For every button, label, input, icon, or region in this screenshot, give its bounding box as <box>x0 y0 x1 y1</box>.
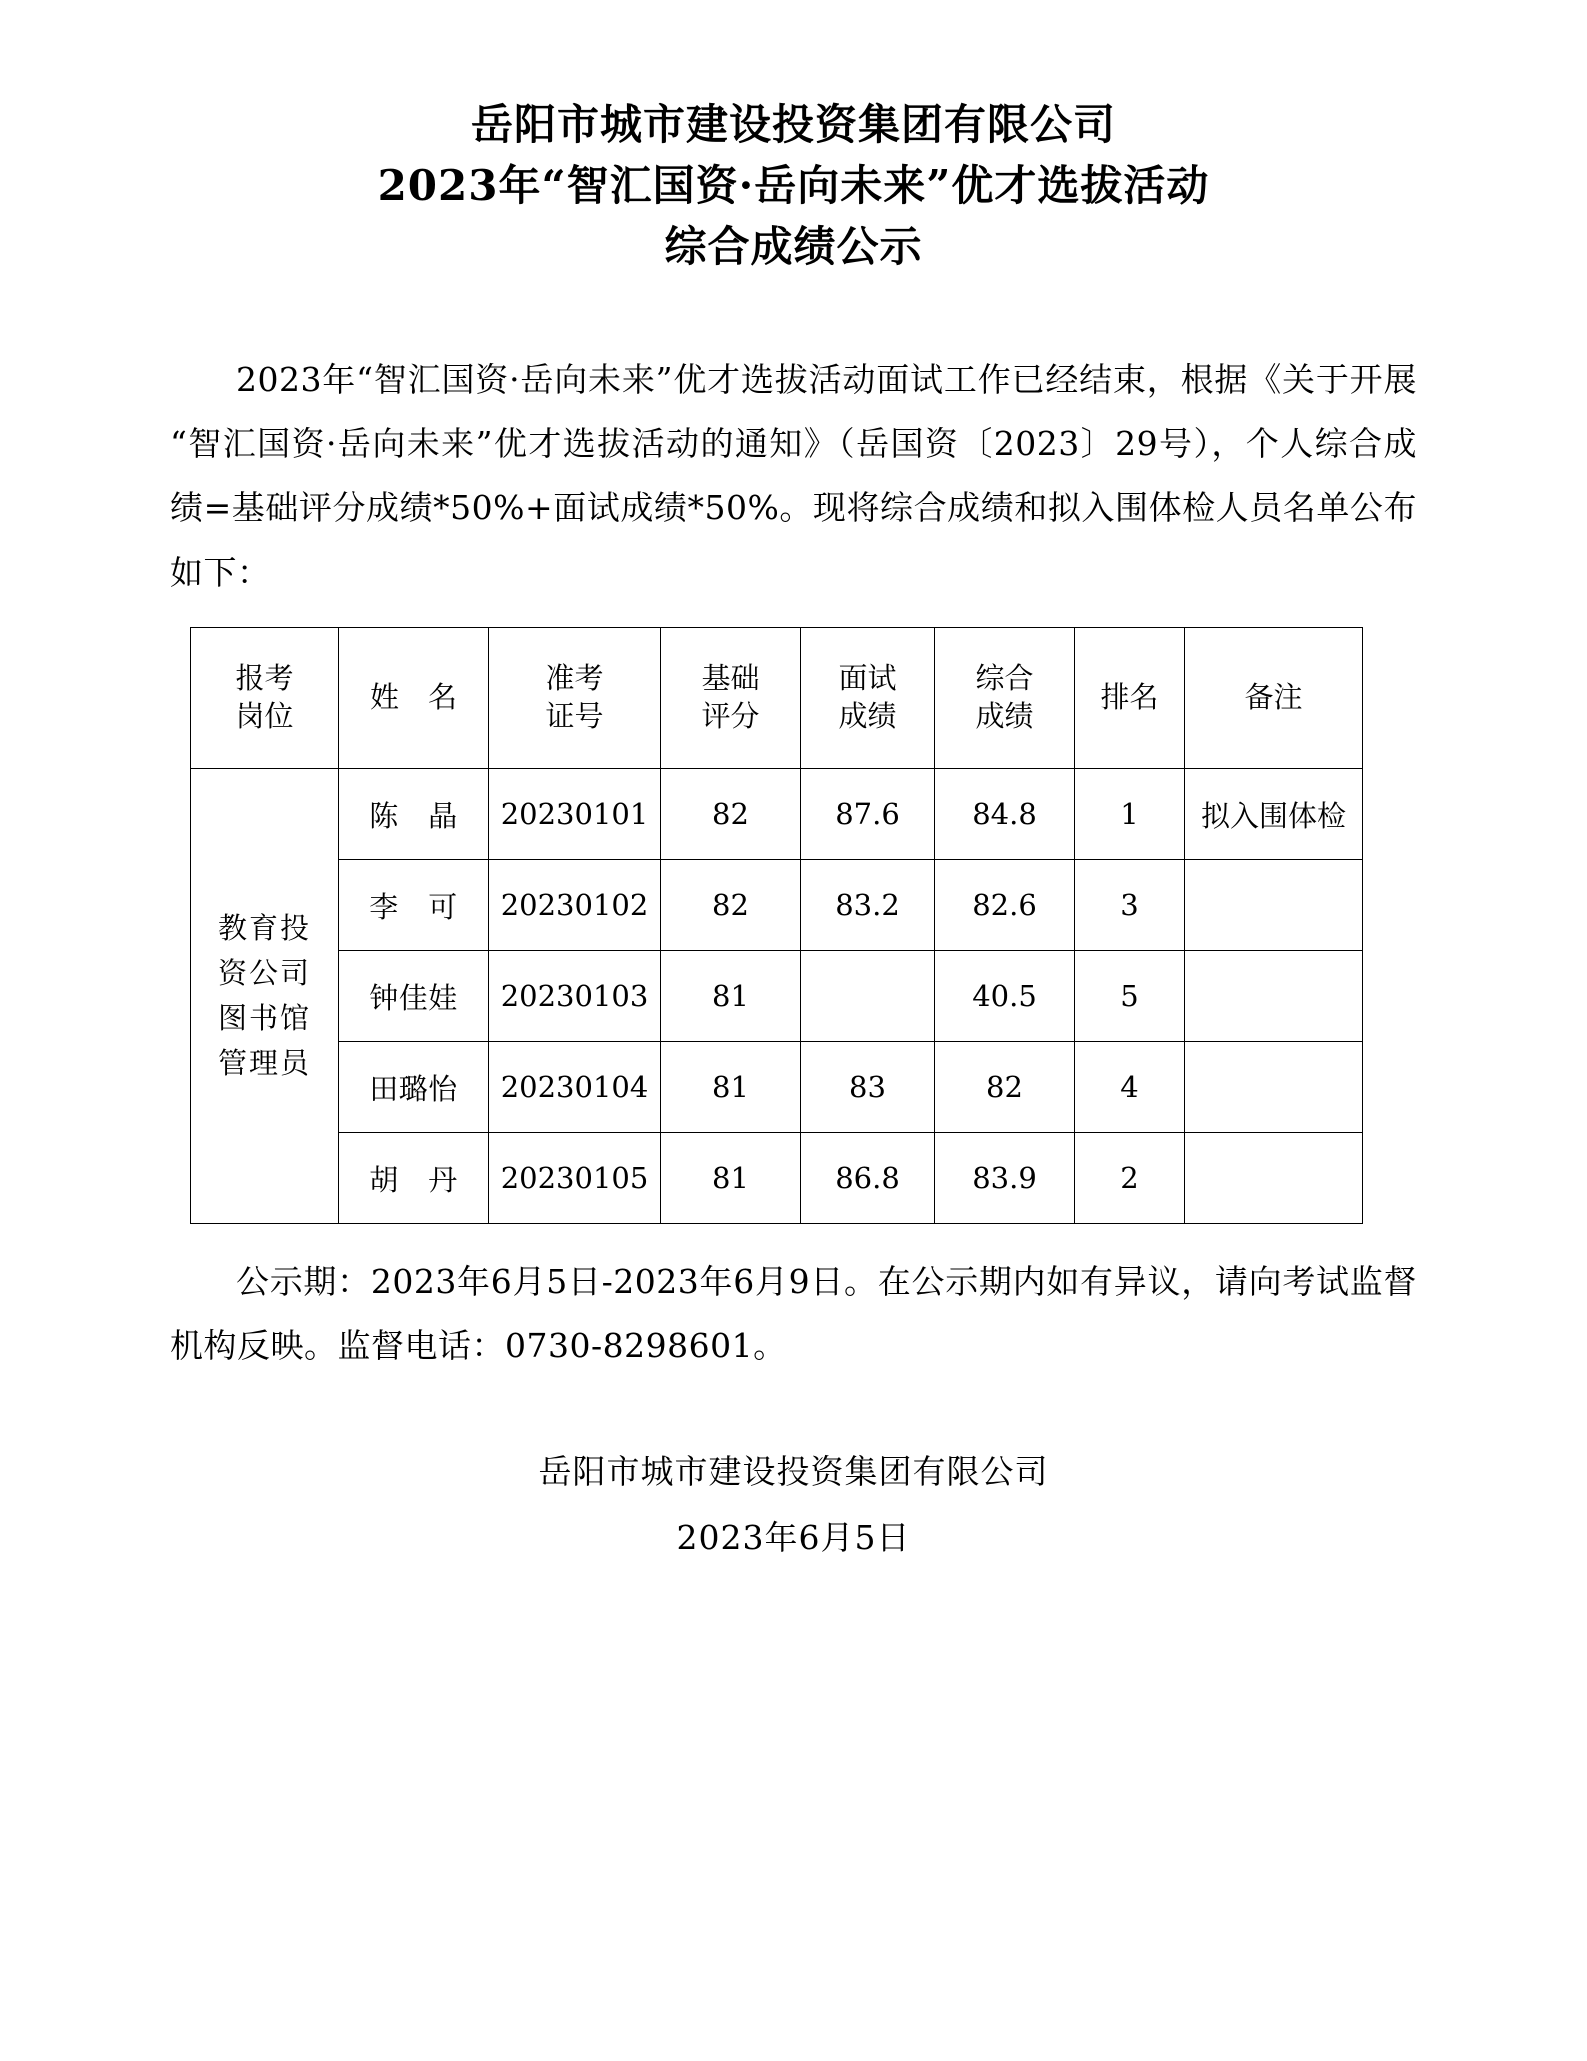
intro-paragraph: 2023年“智汇国资·岳向未来”优才选拔活动面试工作已经结束，根据《关于开展“智汇国资·岳向未来”优才选拔活动的通知》（岳国资〔2023〕29号），个人综合成绩=基础评分成绩*50%+面试成绩*50%。现将综合成绩和拟入围体检人员名单公布如下： <box>170 359 1417 592</box>
cell-base: 81 <box>661 951 801 1042</box>
cell-name: 陈 晶 <box>339 769 489 860</box>
cell-ticket: 20230105 <box>489 1133 661 1224</box>
cell-base: 81 <box>661 1133 801 1224</box>
post-group-cell: 教育投 资公司 图书馆 管理员 <box>191 769 339 1224</box>
cell-ticket: 20230103 <box>489 951 661 1042</box>
cell-base: 81 <box>661 1042 801 1133</box>
cell-interview: 86.8 <box>801 1133 935 1224</box>
cell-total: 84.8 <box>935 769 1075 860</box>
cell-rank: 5 <box>1075 951 1185 1042</box>
table-row <box>191 1042 1363 1133</box>
table-row <box>191 951 1363 1042</box>
cell-name: 李 可 <box>339 860 489 951</box>
header-interview-score: 面试 成绩 <box>801 628 935 769</box>
scores-table <box>190 627 1363 1224</box>
cell-remark <box>1185 1042 1363 1133</box>
cell-total: 83.9 <box>935 1133 1075 1224</box>
title-line-3: 综合成绩公示 <box>664 221 923 271</box>
cell-base: 82 <box>661 769 801 860</box>
header-post: 报考 岗位 <box>191 628 339 769</box>
header-base-score: 基础 评分 <box>661 628 801 769</box>
document-title <box>170 95 1417 278</box>
cell-interview <box>801 951 935 1042</box>
header-ticket: 准考 证号 <box>489 628 661 769</box>
table-row <box>191 1133 1363 1224</box>
title-line-2: 2023年“智汇国资·岳向未来”优才选拔活动 <box>377 160 1210 210</box>
cell-interview: 83.2 <box>801 860 935 951</box>
cell-rank: 1 <box>1075 769 1185 860</box>
cell-rank: 4 <box>1075 1042 1185 1133</box>
title-line-1: 岳阳市城市建设投资集团有限公司 <box>470 100 1116 149</box>
header-total-score: 综合 成绩 <box>935 628 1075 769</box>
cell-name: 钟佳娃 <box>339 951 489 1042</box>
cell-ticket: 20230102 <box>489 860 661 951</box>
header-rank: 排名 <box>1075 628 1185 769</box>
document-footer <box>170 1439 1417 1571</box>
header-name: 姓 名 <box>339 628 489 769</box>
cell-rank: 2 <box>1075 1133 1185 1224</box>
cell-remark <box>1185 951 1363 1042</box>
signature-date: 2023年6月5日 <box>676 1517 911 1557</box>
table-header-row <box>191 628 1363 769</box>
cell-ticket: 20230101 <box>489 769 661 860</box>
cell-remark: 拟入围体检 <box>1185 769 1363 860</box>
cell-interview: 87.6 <box>801 769 935 860</box>
cell-total: 82.6 <box>935 860 1075 951</box>
table-row <box>191 769 1363 860</box>
cell-total: 40.5 <box>935 951 1075 1042</box>
signature-organization: 岳阳市城市建设投资集团有限公司 <box>538 1451 1049 1491</box>
cell-remark <box>1185 860 1363 951</box>
cell-name: 胡 丹 <box>339 1133 489 1224</box>
cell-name: 田璐怡 <box>339 1042 489 1133</box>
cell-rank: 3 <box>1075 860 1185 951</box>
cell-total: 82 <box>935 1042 1075 1133</box>
header-remark: 备注 <box>1185 628 1363 769</box>
cell-base: 82 <box>661 860 801 951</box>
cell-interview: 83 <box>801 1042 935 1133</box>
cell-remark <box>1185 1133 1363 1224</box>
table-row <box>191 860 1363 951</box>
cell-ticket: 20230104 <box>489 1042 661 1133</box>
notice-paragraph: 公示期：2023年6月5日-2023年6月9日。在公示期内如有异议，请向考试监督机构反映。监督电话：0730-8298601。 <box>170 1262 1417 1366</box>
